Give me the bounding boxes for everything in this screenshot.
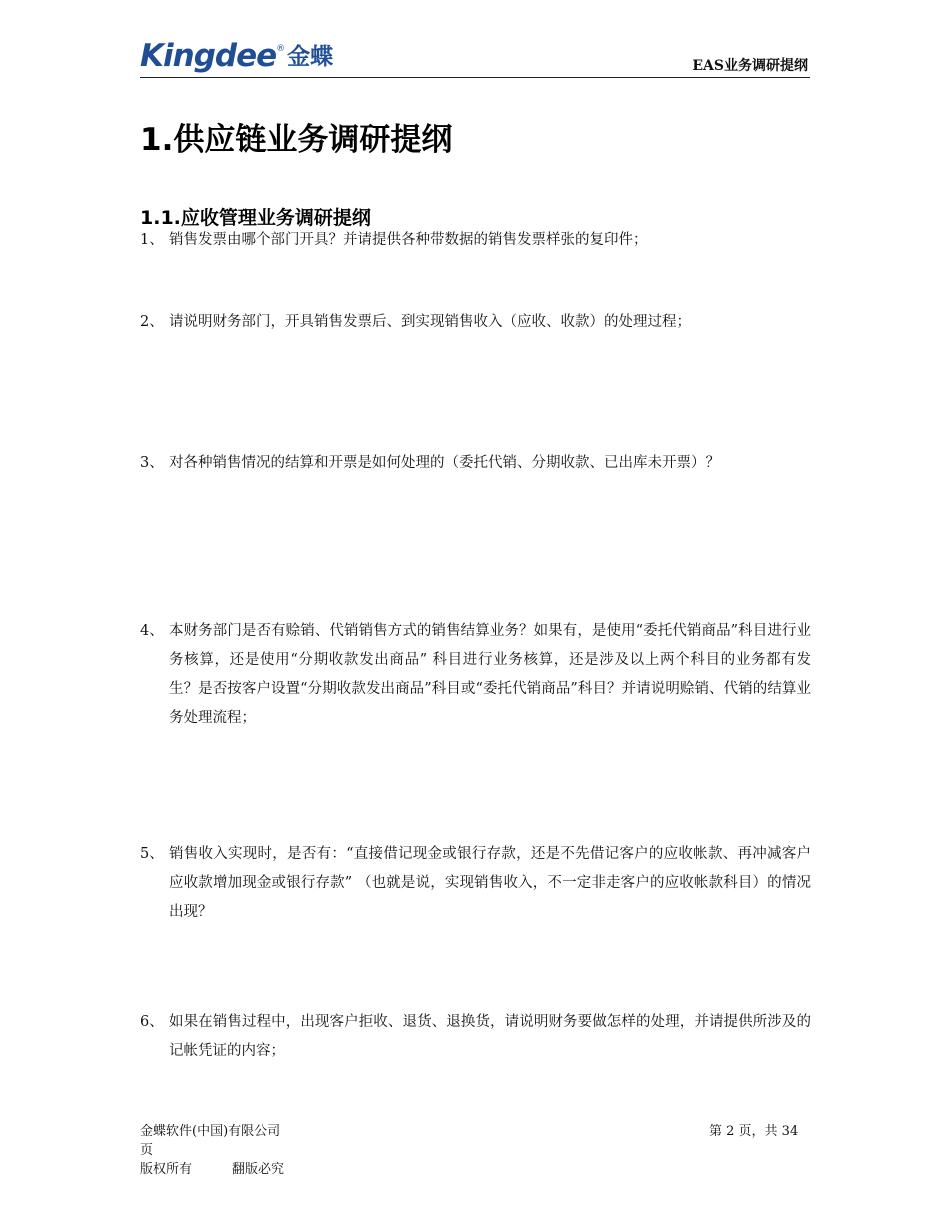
question-item (140, 1008, 811, 1066)
footer-page-number: 第 2 页，共 34 (709, 1124, 799, 1139)
question-item (140, 617, 811, 733)
chapter-heading: 1.供应链业务调研提纲 (140, 122, 453, 158)
question-number: 1、 (140, 232, 164, 248)
page-header (140, 40, 810, 78)
logo-text-en: Kingdee (140, 38, 277, 74)
question-text: 销售收入实现时，是否有：“直接借记现金或银行存款，还是不先借记客户的应收帐款、再冲减客户应收款增加现金或银行存款” （也就是说，实现销售收入，不一定非走客户的应收帐款科目）的情况出现？ (169, 846, 811, 920)
question-text: 如果在销售过程中，出现客户拒收、退货、退换货，请说明财务要做怎样的处理，并请提供所涉及的记帐凭证的内容； (169, 1014, 811, 1059)
kingdee-logo (140, 40, 333, 72)
question-text: 销售发票由哪个部门开具？并请提供各种带数据的销售发票样张的复印件； (169, 232, 648, 248)
question-number: 5、 (140, 846, 164, 862)
footer-rights: 版权所有 (140, 1162, 193, 1177)
question-text: 请说明财务部门，开具销售发票后、到实现销售收入（应收、收款）的处理过程； (169, 314, 691, 330)
question-number: 4、 (140, 623, 164, 639)
section-heading: 1.1.应收管理业务调研提纲 (140, 207, 371, 229)
question-item (140, 226, 811, 255)
question-text: 本财务部门是否有赊销、代销销售方式的销售结算业务？如果有，是使用“委托代销商品”科目进行业务核算，还是使用“分期收款发出商品” 科目进行业务核算，还是涉及以上两个科目的业务都有发生？是否按客户设置“分期收款发出商品”科目或“委托代销商品”科目？并请说明赊销、代销的结算业务处理流程； (169, 623, 811, 726)
logo-text-cn: 金蝶 (287, 44, 334, 70)
registered-mark: ® (276, 44, 286, 54)
question-item (140, 308, 811, 337)
document-title: EAS业务调研提纲 (692, 58, 808, 74)
question-number: 2、 (140, 314, 164, 330)
question-number: 3、 (140, 455, 164, 471)
question-item (140, 449, 811, 478)
question-item (140, 840, 811, 927)
question-number: 6、 (140, 1014, 164, 1030)
question-text: 对各种销售情况的结算和开票是如何处理的（委托代销、分期收款、已出库未开票）？ (169, 455, 720, 471)
footer-no-copy: 翻版必究 (232, 1162, 285, 1177)
footer-company: 金蝶软件(中国)有限公司 (140, 1124, 281, 1139)
footer-page-suffix: 页 (140, 1143, 154, 1158)
